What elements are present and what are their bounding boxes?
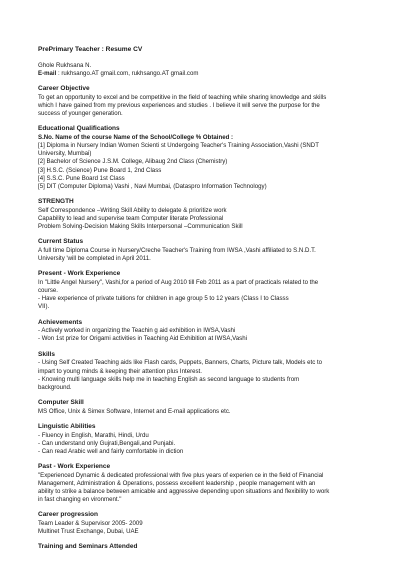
education-subheading: S.No. Name of the course Name of the School/College % Obtained : <box>38 134 234 142</box>
achievements-body <box>38 327 365 343</box>
section-heading-current-status: Current Status <box>38 238 84 246</box>
past-work-line: Management, Administration & Operations, possess excellent leadership , people management with an <box>38 479 316 487</box>
resume-title: PrePrimary Teacher : Resume CV <box>38 46 143 53</box>
education-line: University, Mumbai) <box>38 150 92 158</box>
education-line: [2] Bachelor of Science J.S.M. College, Alibaug 2nd Class (Chemistry) <box>38 158 228 166</box>
section-heading-achievements: Achievements <box>38 318 83 326</box>
candidate-name: Ghole Rukhsana N. <box>38 61 92 69</box>
skill-line: - Knowing multi language skills help me in teaching English as second language to students from <box>38 375 300 383</box>
career-objective-body <box>38 94 365 118</box>
skill-line: - Using Self Created Teaching aids like Flash cards, Puppets, Banners, Charts, Picture talk, Models etc to <box>38 359 323 367</box>
strength-body <box>38 207 365 231</box>
computer-skill-line: MS Office, Unix & Simex Software, Internet and E-mail applications etc. <box>38 407 231 415</box>
present-work-line: course. <box>38 287 58 295</box>
section-heading-education: Educational Qualifications <box>38 125 120 133</box>
linguistic-body <box>38 432 365 456</box>
section-heading-strength: STRENGTH <box>38 198 74 206</box>
education-line: [3] H.S.C. (Science) Pune Board 1, 2nd Class <box>38 166 162 174</box>
linguistic-line: - Can read Arabic well and fairly comfortable in diction <box>38 447 184 455</box>
strength-line: Problem Solving-Decision Making Skills Interpersonal –Communication Skill <box>38 223 243 231</box>
linguistic-line: - Fluency in English, Marathi, Hindi, Urdu <box>38 431 149 439</box>
achievement-line: - Won 1st prize for Origami activities in Teaching Aid Exhibition at IWSA,Vashi <box>38 335 247 343</box>
linguistic-line: - Can understand only Gujrati,Bengali,and Punjabi. <box>38 439 176 447</box>
email-value: : rukhsango.AT gmail.com, rukhsango.AT gmail.com <box>56 69 199 77</box>
current-status-line: A full time Diploma Course in Nursery/Creche Teacher's Training from IWSA ,Vashi affiliated to S.N.D.T. <box>38 246 316 254</box>
past-work-line: ability to strike a balance between amicable and aggressive depending upon situations and flexibility to work <box>38 488 330 496</box>
current-status-body <box>38 247 365 263</box>
past-work-line: "Experienced Dynamic & dedicated professional with five plus years of experien ce in the field of Financial <box>38 471 324 479</box>
present-work-line: VII). <box>38 303 50 311</box>
section-heading-past-work: Past - Work Experience <box>38 463 111 470</box>
strength-line: Self Correspondence –Writing Skill Ability to delegate & prioritize work <box>38 206 227 214</box>
strength-line: Capability to lead and supervise team Computer literate Professional <box>38 214 224 222</box>
present-work-body <box>38 279 365 312</box>
career-progression-line: Team Leader & Supervisor 2005- 2009 <box>38 520 143 528</box>
section-heading-career-objective: Career Objective <box>38 85 90 93</box>
education-body <box>38 142 365 191</box>
education-line: [4] S.S.C. Pune Board 1st Class <box>38 174 125 182</box>
section-heading-skills: Skills <box>38 350 55 358</box>
career-progression-line: Multinet Trust Exchange, Dubai, UAE <box>38 528 139 536</box>
section-heading-training: Training and Seminars Attended <box>38 543 138 551</box>
skill-line: impart to young minds & keeping their attention plus Interest. <box>38 367 202 375</box>
present-work-line: In "Little Angel Nursery", Vashi,for a period of Aug 2010 till Feb 2011 as a part of practicals related to the <box>38 279 319 286</box>
career-objective-line: which I have gained from my previous experiences and studies . I believe it will serve the purpose for the <box>38 102 320 109</box>
section-heading-present-work: Present - Work Experience <box>38 270 121 278</box>
section-heading-career-progression: Career progression <box>38 511 98 519</box>
section-heading-computer-skill: Computer Skill <box>38 398 84 406</box>
skill-line: background. <box>38 383 72 391</box>
current-status-line: University 'will be completed in April 2011. <box>38 255 151 263</box>
education-line: [1] Diploma in Nursery Indian Women Scienti st Undergoing Teacher's Training Association,Vashi (SNDT <box>38 142 319 150</box>
achievement-line: - Actively worked in organizing the Teachin g aid exhibition in IWSA,Vashi <box>38 327 236 335</box>
education-line: [5] DIT (Computer Diploma) Vashi , Navi Mumbai, (Dataspro Information Technology) <box>38 182 267 190</box>
section-heading-linguistic: Linguistic Abilities <box>38 422 96 430</box>
email-line <box>38 70 365 78</box>
career-objective-line: To get an opportunity to excel and be competitive in the field of teaching while sharing knowledge and skills <box>38 93 327 101</box>
past-work-body <box>38 472 365 505</box>
computer-skill-body <box>38 408 365 416</box>
email-label: E-mail <box>38 69 57 77</box>
career-progression-body <box>38 520 365 536</box>
career-objective-line: success of younger generation. <box>38 110 123 118</box>
present-work-line: - Have experience of private tuitions for children in age group 5 to 12 years (Class I to Classs <box>38 295 289 303</box>
past-work-line: in fast changing en vironment." <box>38 496 122 504</box>
skills-body <box>38 359 365 392</box>
